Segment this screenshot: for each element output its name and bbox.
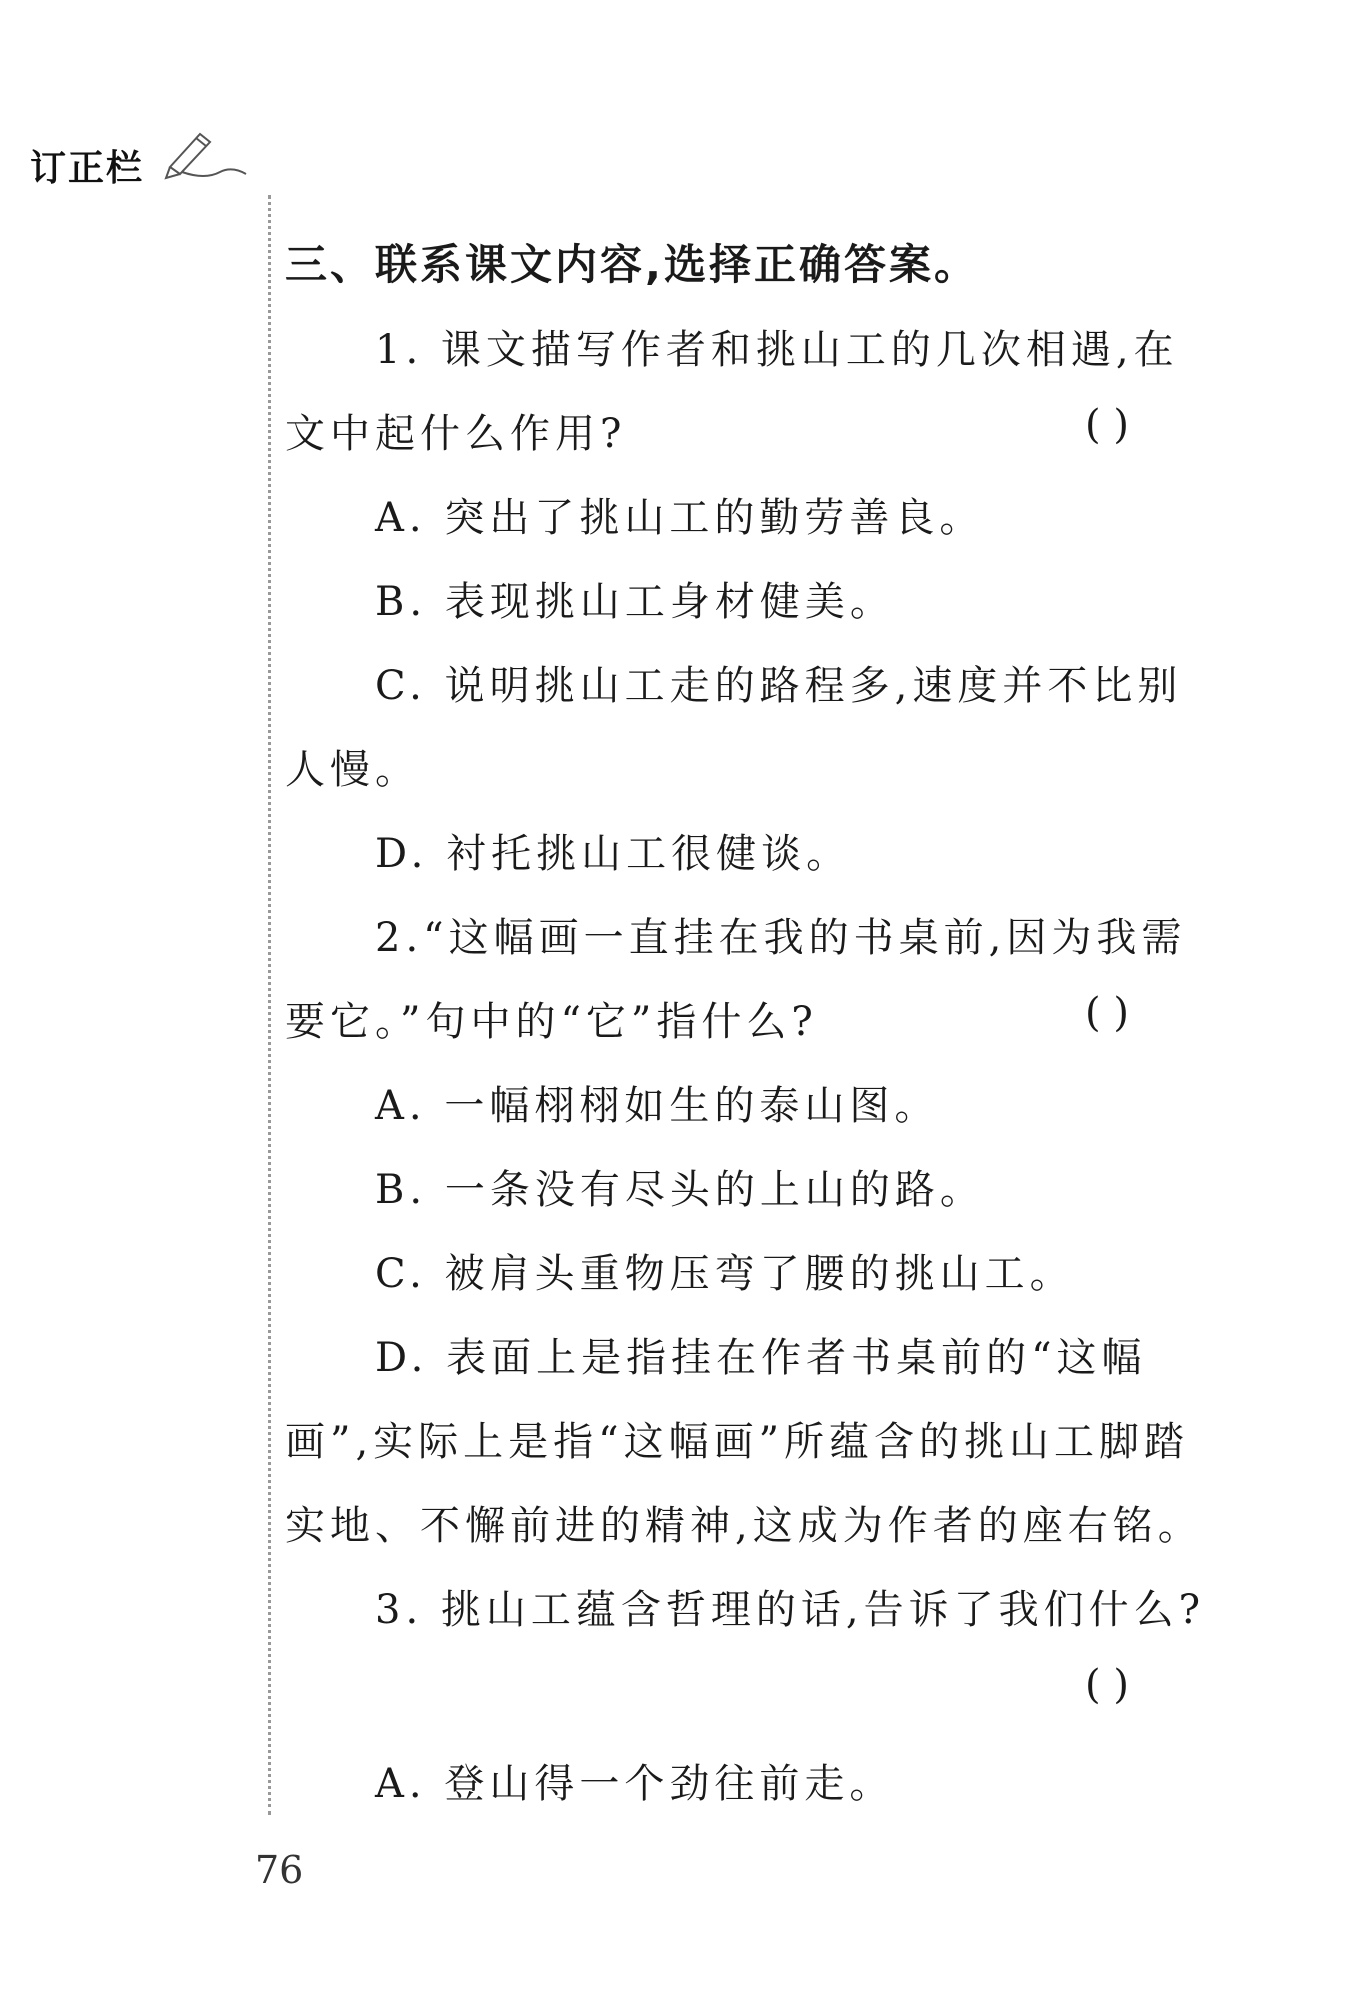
question-2-stem-line-2: 要它。”句中的“它”指什么? xyxy=(285,999,818,1045)
question-1-stem-line-2: 文中起什么作用? xyxy=(285,411,627,457)
question-2-answer-blank[interactable]: ( ) xyxy=(1085,990,1129,1036)
margin-label: 订正栏 xyxy=(30,148,145,189)
question-3-answer-blank[interactable]: ( ) xyxy=(1085,1662,1129,1708)
question-2-option-a: A. 一幅栩栩如生的泰山图。 xyxy=(375,1083,940,1129)
question-1-option-c-line-2: 人慢。 xyxy=(285,747,420,793)
question-1-stem-line-1: 1. 课文描写作者和挑山工的几次相遇,在 xyxy=(375,327,1179,373)
margin-divider xyxy=(268,195,271,1815)
page-number: 76 xyxy=(255,1848,304,1892)
question-2-option-d-line-1: D. 表面上是指挂在作者书桌前的“这幅 xyxy=(375,1335,1147,1381)
question-1-option-d: D. 衬托挑山工很健谈。 xyxy=(375,831,852,877)
question-2-option-b: B. 一条没有尽头的上山的路。 xyxy=(375,1167,985,1213)
question-3-option-a: A. 登山得一个劲往前走。 xyxy=(375,1761,895,1807)
question-2-option-d-line-2: 画”,实际上是指“这幅画”所蕴含的挑山工脚踏 xyxy=(285,1419,1190,1465)
question-1-option-c-line-1: C. 说明挑山工走的路程多,速度并不比别 xyxy=(375,663,1183,709)
question-1-answer-blank[interactable]: ( ) xyxy=(1085,402,1129,448)
question-3-stem-line-1: 3. 挑山工蕴含哲理的话,告诉了我们什么? xyxy=(375,1587,1206,1633)
question-1-option-a: A. 突出了挑山工的勤劳善良。 xyxy=(375,495,985,541)
question-2-option-d-line-3: 实地、不懈前进的精神,这成为作者的座右铭。 xyxy=(285,1503,1203,1549)
section-heading: 三、联系课文内容,选择正确答案。 xyxy=(285,240,979,289)
question-1-option-b: B. 表现挑山工身材健美。 xyxy=(375,579,895,625)
question-2-stem-line-1: 2.“这幅画一直挂在我的书桌前,因为我需 xyxy=(375,915,1187,961)
question-2-option-c: C. 被肩头重物压弯了腰的挑山工。 xyxy=(375,1251,1075,1297)
pencil-icon xyxy=(160,122,250,182)
